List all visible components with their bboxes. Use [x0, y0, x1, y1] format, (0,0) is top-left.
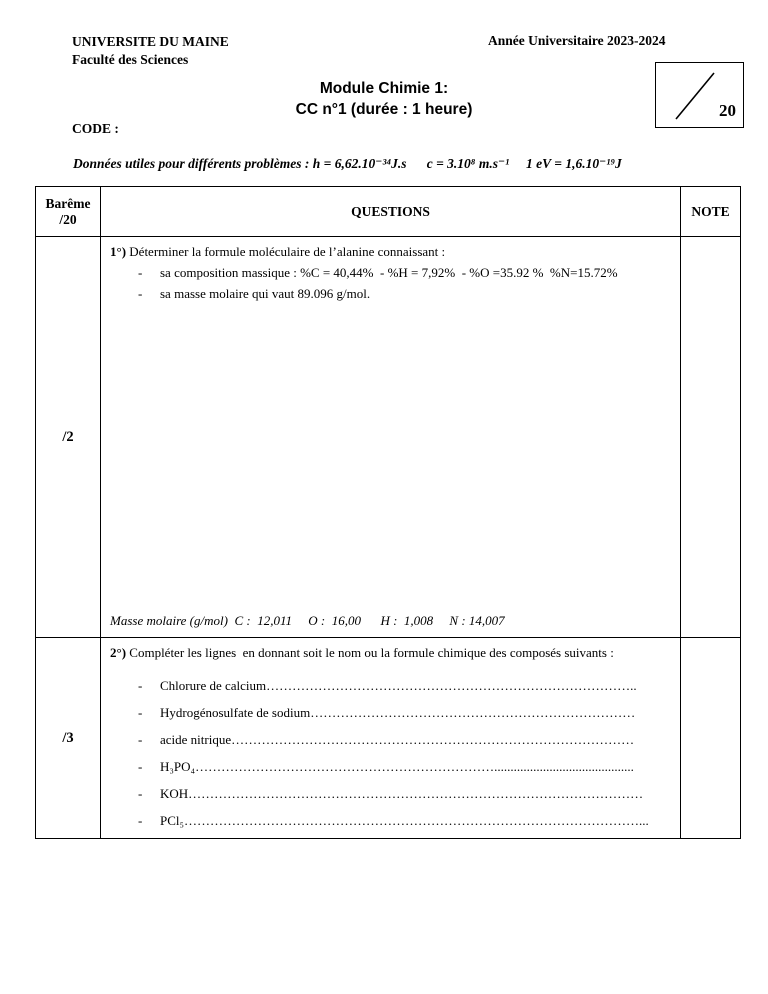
- dash: -: [138, 286, 143, 301]
- academic-year: Année Universitaire 2023-2024: [488, 33, 666, 48]
- dash: -: [138, 705, 143, 720]
- code-label: CODE :: [72, 121, 119, 136]
- q1-number: 1°): [110, 244, 127, 259]
- q2-bareme: /3: [36, 638, 101, 839]
- q2-item: - acide nitrique…………………………………………………………………………………: [138, 732, 635, 747]
- table-header-questions: QUESTIONS: [101, 187, 681, 237]
- q1-note-cell: [681, 237, 741, 638]
- q1-item: - sa composition massique : %C = 40,44% - %H = 7,92% - %O =35.92 % %N=15.72%: [138, 265, 618, 280]
- q2-intro: 2°) Compléter les lignes en donnant soit le nom ou la formule chimique des composés suivants :: [110, 645, 614, 660]
- q1-cell: [101, 237, 681, 638]
- exam-subtitle: CC n°1 (durée : 1 heure): [295, 100, 473, 118]
- dash: -: [138, 759, 143, 774]
- q2-item: - PCl₅……………………………………………………………………………………………...: [138, 813, 649, 828]
- q2-item: - Hydrogénosulfate de sodium…………………………………………………………………: [138, 705, 636, 720]
- useful-data-line: Données utiles pour différents problèmes : h = 6,62.10⁻³⁴J.s c = 3.10⁸ m.s⁻¹ 1 eV = 1,6.10⁻¹⁹J: [73, 156, 622, 171]
- q2-number: 2°): [110, 645, 127, 660]
- table-header-bareme: Barême /20: [36, 187, 101, 237]
- dash: -: [138, 813, 143, 828]
- table-header-note: NOTE: [681, 187, 741, 237]
- dash: -: [138, 265, 143, 280]
- q1-intro: 1°) Déterminer la formule moléculaire de l’alanine connaissant :: [110, 244, 446, 259]
- q1-bareme: /2: [36, 237, 101, 638]
- score-box: [655, 62, 744, 128]
- dash: -: [138, 786, 143, 801]
- q2-note-cell: [681, 638, 741, 839]
- question-2-row: [36, 638, 741, 839]
- q1-molar-mass-footer: Masse molaire (g/mol) C : 12,011 O : 16,00 H : 1,008 N : 14,007: [110, 613, 505, 628]
- university-name: UNIVERSITE DU MAINE: [72, 34, 229, 49]
- table-header-row: [36, 187, 741, 237]
- header-left: [72, 33, 229, 68]
- dash: -: [138, 732, 143, 747]
- q2-item: - Chlorure de calcium…………………………………………………………………………..: [138, 678, 637, 693]
- q2-item: - H₃PO₄……………………………………………………………...........................................: [138, 759, 634, 774]
- q2-item: - KOH……………………………………………………………………………………………: [138, 786, 644, 801]
- q1-item: - sa masse molaire qui vaut 89.096 g/mol.: [138, 286, 371, 301]
- q2-cell: [101, 638, 681, 839]
- exam-title-block: [0, 79, 768, 121]
- faculty-name: Faculté des Sciences: [72, 51, 189, 67]
- module-title: Module Chimie 1:: [319, 80, 449, 97]
- question-1-row: [36, 237, 741, 638]
- score-total: 20: [719, 101, 736, 120]
- exam-table: [35, 186, 741, 839]
- dash: -: [138, 678, 143, 693]
